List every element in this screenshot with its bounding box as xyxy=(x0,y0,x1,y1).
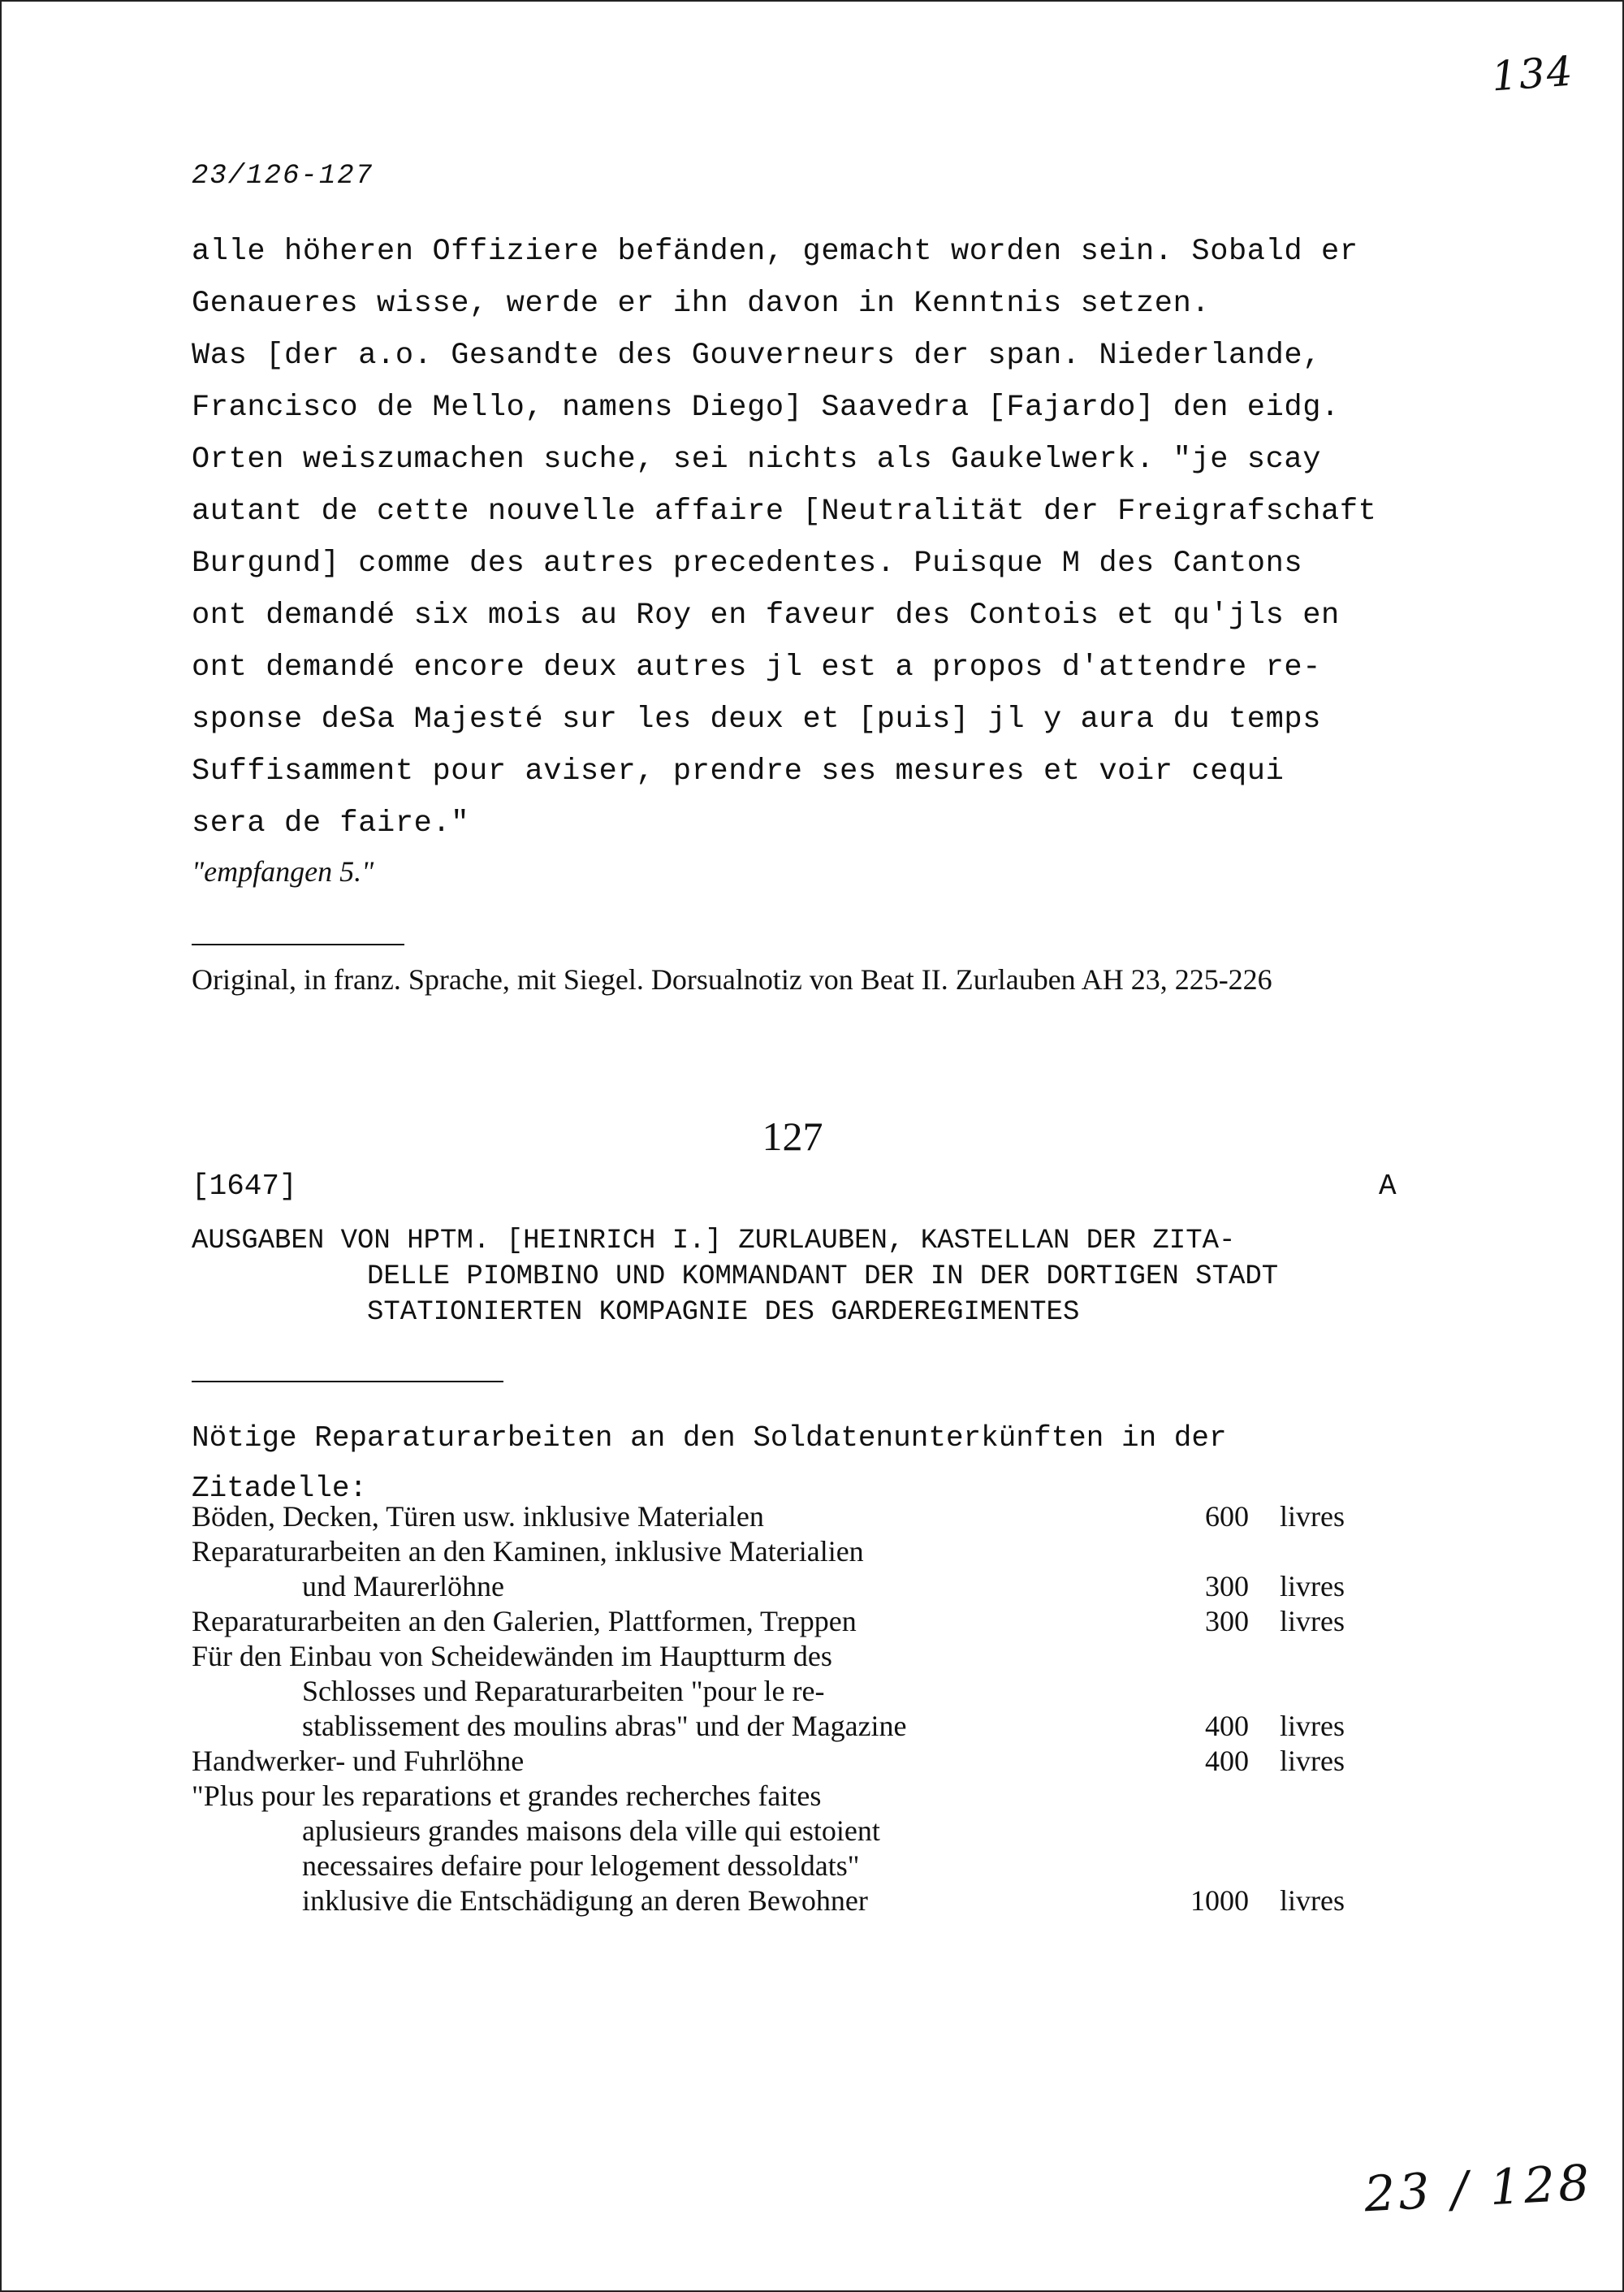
cost-list xyxy=(192,1499,1491,1918)
cost-description-line: Böden, Decken, Türen usw. inklusive Materialen xyxy=(192,1500,764,1533)
cost-unit: livres xyxy=(1280,1710,1345,1742)
body-line: Burgund] comme des autres precedentes. Puisque M des Cantons xyxy=(192,547,1303,581)
cost-amount: 600 xyxy=(1205,1500,1249,1533)
reference-line: 23/126-127 xyxy=(192,161,374,192)
body-line: Orten weiszumachen suche, sei nichts als Gaukelwerk. "je scay xyxy=(192,443,1322,477)
cost-item xyxy=(192,1499,1491,1534)
body-line: Francisco de Mello, namens Diego] Saavedra [Fajardo] den eidg. xyxy=(192,391,1340,425)
received-note: "empfangen 5." xyxy=(192,855,374,888)
cost-description-subline: stablissement des moulins abras" und der Magazine xyxy=(302,1710,907,1742)
cost-amount: 400 xyxy=(1205,1745,1249,1777)
source-note: Original, in franz. Sprache, mit Siegel. Dorsualnotiz von Beat II. Zurlauben AH 23, 225-226 xyxy=(192,963,1272,996)
document-heading xyxy=(192,1223,1491,1330)
cost-item xyxy=(192,1639,1491,1744)
footnote-divider xyxy=(192,944,404,945)
cost-amount: 300 xyxy=(1205,1570,1249,1602)
cost-description-subline: inklusive die Entschädigung an deren Bewohner xyxy=(302,1884,868,1917)
document-mark: A xyxy=(1379,1170,1397,1203)
body-line: autant de cette nouvelle affaire [Neutralität der Freigrafschaft xyxy=(192,495,1377,529)
cost-amount: 1000 xyxy=(1190,1884,1249,1917)
cost-description-line: Reparaturarbeiten an den Galerien, Plattformen, Treppen xyxy=(192,1605,857,1637)
intro-line: Nötige Reparaturarbeiten an den Soldatenunterkünften in der xyxy=(192,1421,1227,1455)
document-number: 127 xyxy=(762,1114,823,1159)
cost-item xyxy=(192,1534,1491,1604)
body-line: ont demandé six mois au Roy en faveur des Contois et qu'jls en xyxy=(192,599,1340,633)
body-line: Was [der a.o. Gesandte des Gouverneurs der span. Niederlande, xyxy=(192,339,1322,373)
body-line: Suffisamment pour aviser, prendre ses mesures et voir cequi xyxy=(192,755,1285,789)
body-line: sponse deSa Majesté sur les deux et [puis] jl y aura du temps xyxy=(192,703,1322,737)
cost-amount: 400 xyxy=(1205,1710,1249,1742)
body-line: alle höheren Offiziere befänden, gemacht worden sein. Sobald er xyxy=(192,235,1358,269)
cost-description-line: Handwerker- und Fuhrlöhne xyxy=(192,1745,525,1777)
handwritten-archive-reference: 23 / 128 xyxy=(1363,2154,1594,2224)
cost-description-line: Reparaturarbeiten an den Kaminen, inklusive Materialien xyxy=(192,1535,864,1568)
cost-unit: livres xyxy=(1280,1745,1345,1777)
cost-amount: 300 xyxy=(1205,1605,1249,1637)
cost-description-line: "Plus pour les reparations et grandes recherches faites xyxy=(192,1780,822,1812)
document-date: [1647] xyxy=(192,1170,297,1203)
cost-unit: livres xyxy=(1280,1884,1345,1917)
cost-description-subline: aplusieurs grandes maisons dela ville qui estoient xyxy=(302,1814,880,1847)
cost-unit: livres xyxy=(1280,1500,1345,1533)
letter-body xyxy=(192,226,1458,850)
cost-item xyxy=(192,1744,1491,1779)
intro-line: Zitadelle: xyxy=(192,1472,368,1505)
body-line: ont demandé encore deux autres jl est a propos d'attendre re- xyxy=(192,651,1322,685)
body-line: sera de faire." xyxy=(192,807,470,841)
heading-line: DELLE PIOMBINO UND KOMMANDANT DER IN DER DORTIGEN STADT xyxy=(367,1261,1279,1292)
cost-unit: livres xyxy=(1280,1570,1345,1602)
section-divider xyxy=(192,1381,503,1382)
cost-item xyxy=(192,1779,1491,1918)
cost-description-subline: necessaires defaire pour lelogement dessoldats" xyxy=(302,1849,860,1882)
body-line: Genaueres wisse, werde er ihn davon in Kenntnis setzen. xyxy=(192,287,1211,321)
cost-description-line: Für den Einbau von Scheidewänden im Hauptturm des xyxy=(192,1640,832,1672)
heading-line: STATIONIERTEN KOMPAGNIE DES GARDEREGIMENTES xyxy=(367,1297,1080,1328)
heading-line: AUSGABEN VON HPTM. [HEINRICH I.] ZURLAUBEN, KASTELLAN DER ZITA- xyxy=(192,1226,1236,1256)
cost-unit: livres xyxy=(1280,1605,1345,1637)
cost-item xyxy=(192,1604,1491,1639)
handwritten-page-number: 134 xyxy=(1489,47,1575,101)
cost-description-subline: Schlosses und Reparaturarbeiten "pour le re- xyxy=(302,1675,825,1707)
cost-description-subline: und Maurerlöhne xyxy=(302,1570,504,1602)
